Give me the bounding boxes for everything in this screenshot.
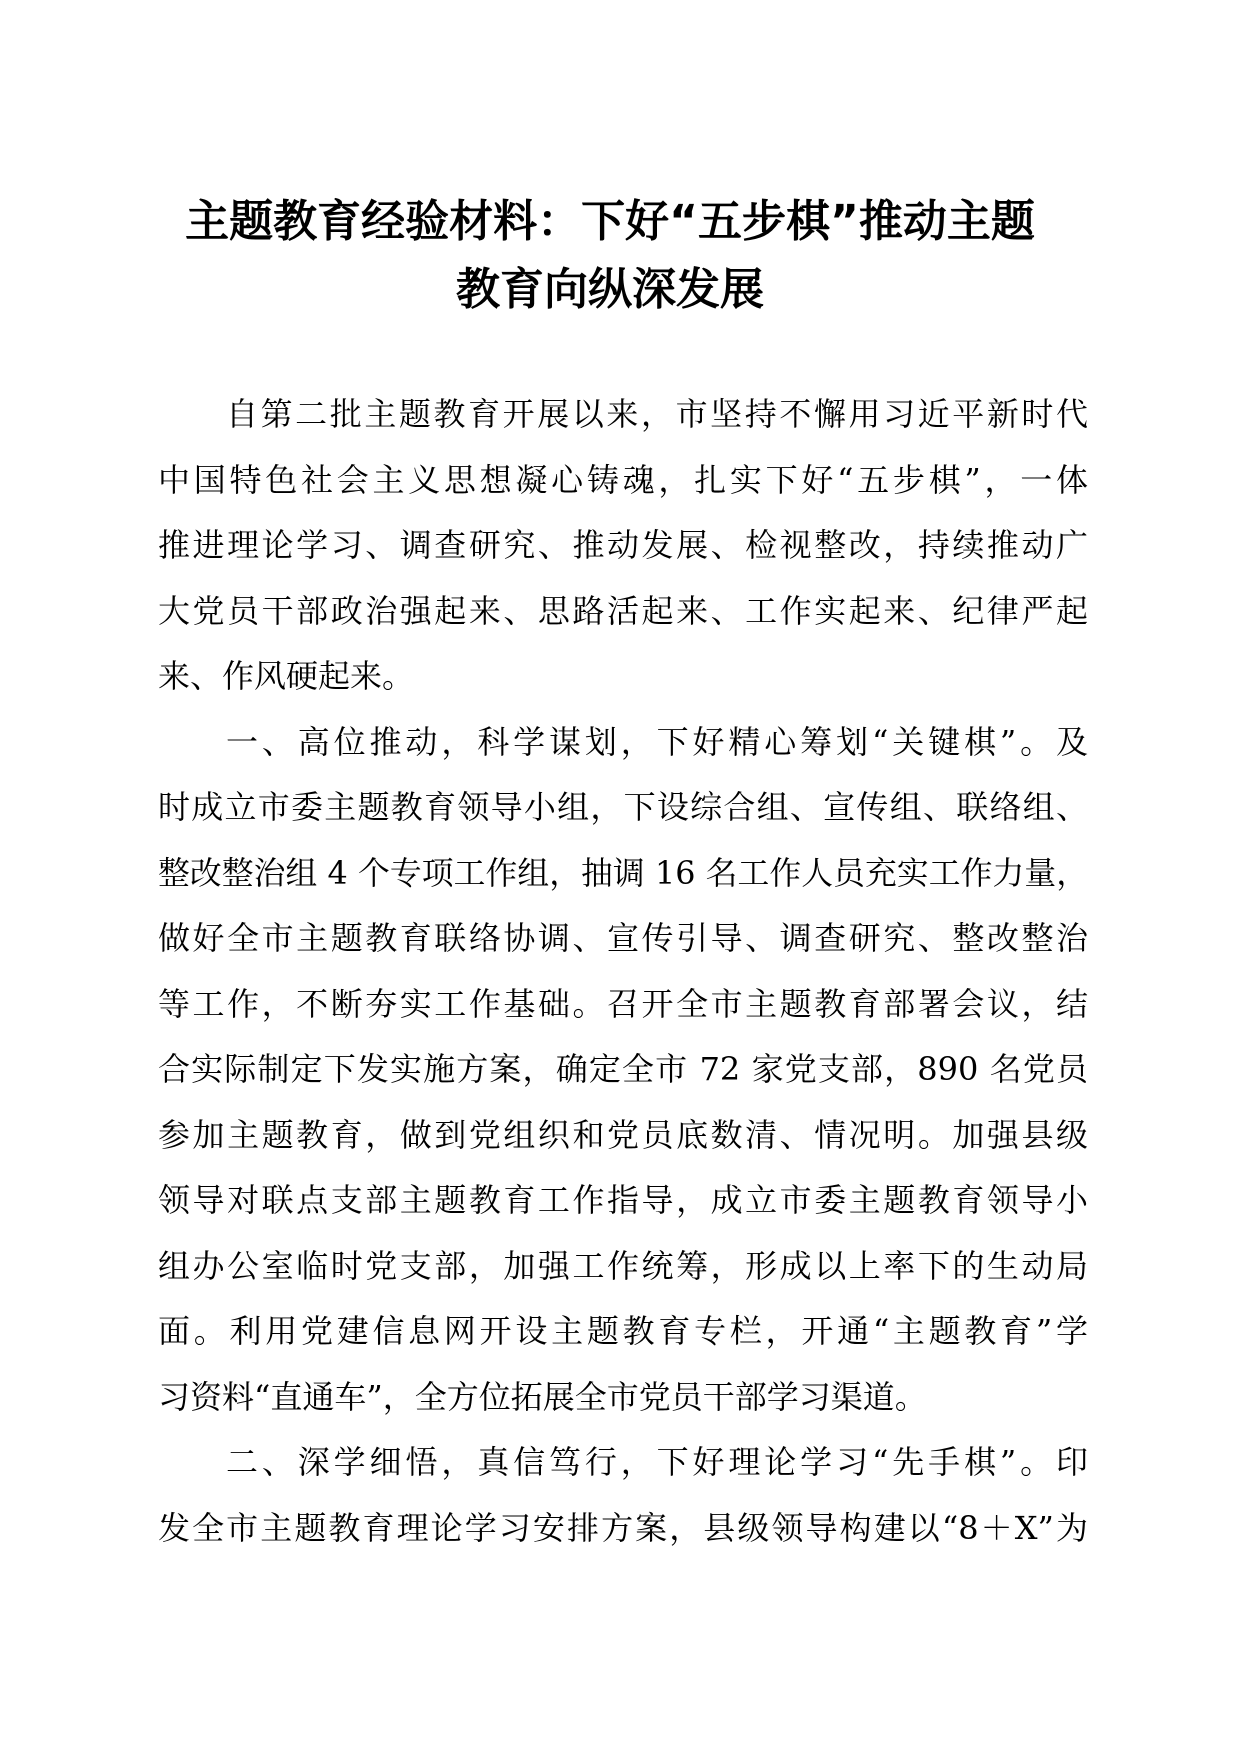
- paragraph-section-1: [158, 710, 1088, 1431]
- text-line: 推进理论学习、调查研究、推动发展、检视整改，持续推动广: [158, 526, 1088, 564]
- text-line: 组办公室临时党支部，加强工作统筹，形成以上率下的生动局: [158, 1246, 1088, 1285]
- text-line: 时成立市委主题教育领导小组，下设综合组、宣传组、联络组、: [158, 788, 1088, 826]
- text-line: 一、高位推动，科学谋划，下好精心筹划“关键棋”。及: [226, 722, 1088, 761]
- text-line: 自第二批主题教育开展以来，市坚持不懈用习近平新时代: [226, 395, 1088, 433]
- title-line-1: 主题教育经验材料：下好“五步棋”推动主题: [185, 196, 1035, 247]
- text-line: 中国特色社会主义思想凝心铸魂，扎实下好“五步棋”，一体: [158, 460, 1088, 499]
- text-line: 来、作风硬起来。: [158, 657, 415, 695]
- text-line: 做好全市主题教育联络协调、宣传引导、调查研究、整改整治: [158, 919, 1088, 957]
- text-line: 二、深学细悟，真信笃行，下好理论学习“先手棋”。印: [226, 1443, 1088, 1481]
- text-line: 习资料“直通车”，全方位拓展全市党员干部学习渠道。: [158, 1377, 927, 1416]
- document-body: [158, 382, 1088, 1561]
- text-line: 面。利用党建信息网开设主题教育专栏，开通“主题教育”学: [158, 1312, 1088, 1350]
- text-line: 合实际制定下发实施方案，确定全市 72 家党支部，890 名党员: [158, 1050, 1088, 1088]
- text-line: 整改整治组 4 个专项工作组，抽调 16 名工作人员充实工作力量，: [158, 854, 1088, 892]
- text-line: 发全市主题教育理论学习安排方案，县级领导构建以“8＋X”为: [158, 1508, 1088, 1547]
- text-line: 等工作，不断夯实工作基础。召开全市主题教育部署会议，结: [158, 984, 1088, 1023]
- paragraph-intro: [158, 382, 1088, 710]
- text-line: 参加主题教育，做到党组织和党员底数清、情况明。加强县级: [158, 1115, 1088, 1154]
- paragraph-section-2: [158, 1430, 1088, 1561]
- document-title: [150, 188, 1070, 324]
- text-line: 大党员干部政治强起来、思路活起来、工作实起来、纪律严起: [158, 591, 1088, 630]
- text-line: 领导对联点支部主题教育工作指导，成立市委主题教育领导小: [158, 1181, 1088, 1219]
- title-line-2: 教育向纵深发展: [456, 264, 764, 315]
